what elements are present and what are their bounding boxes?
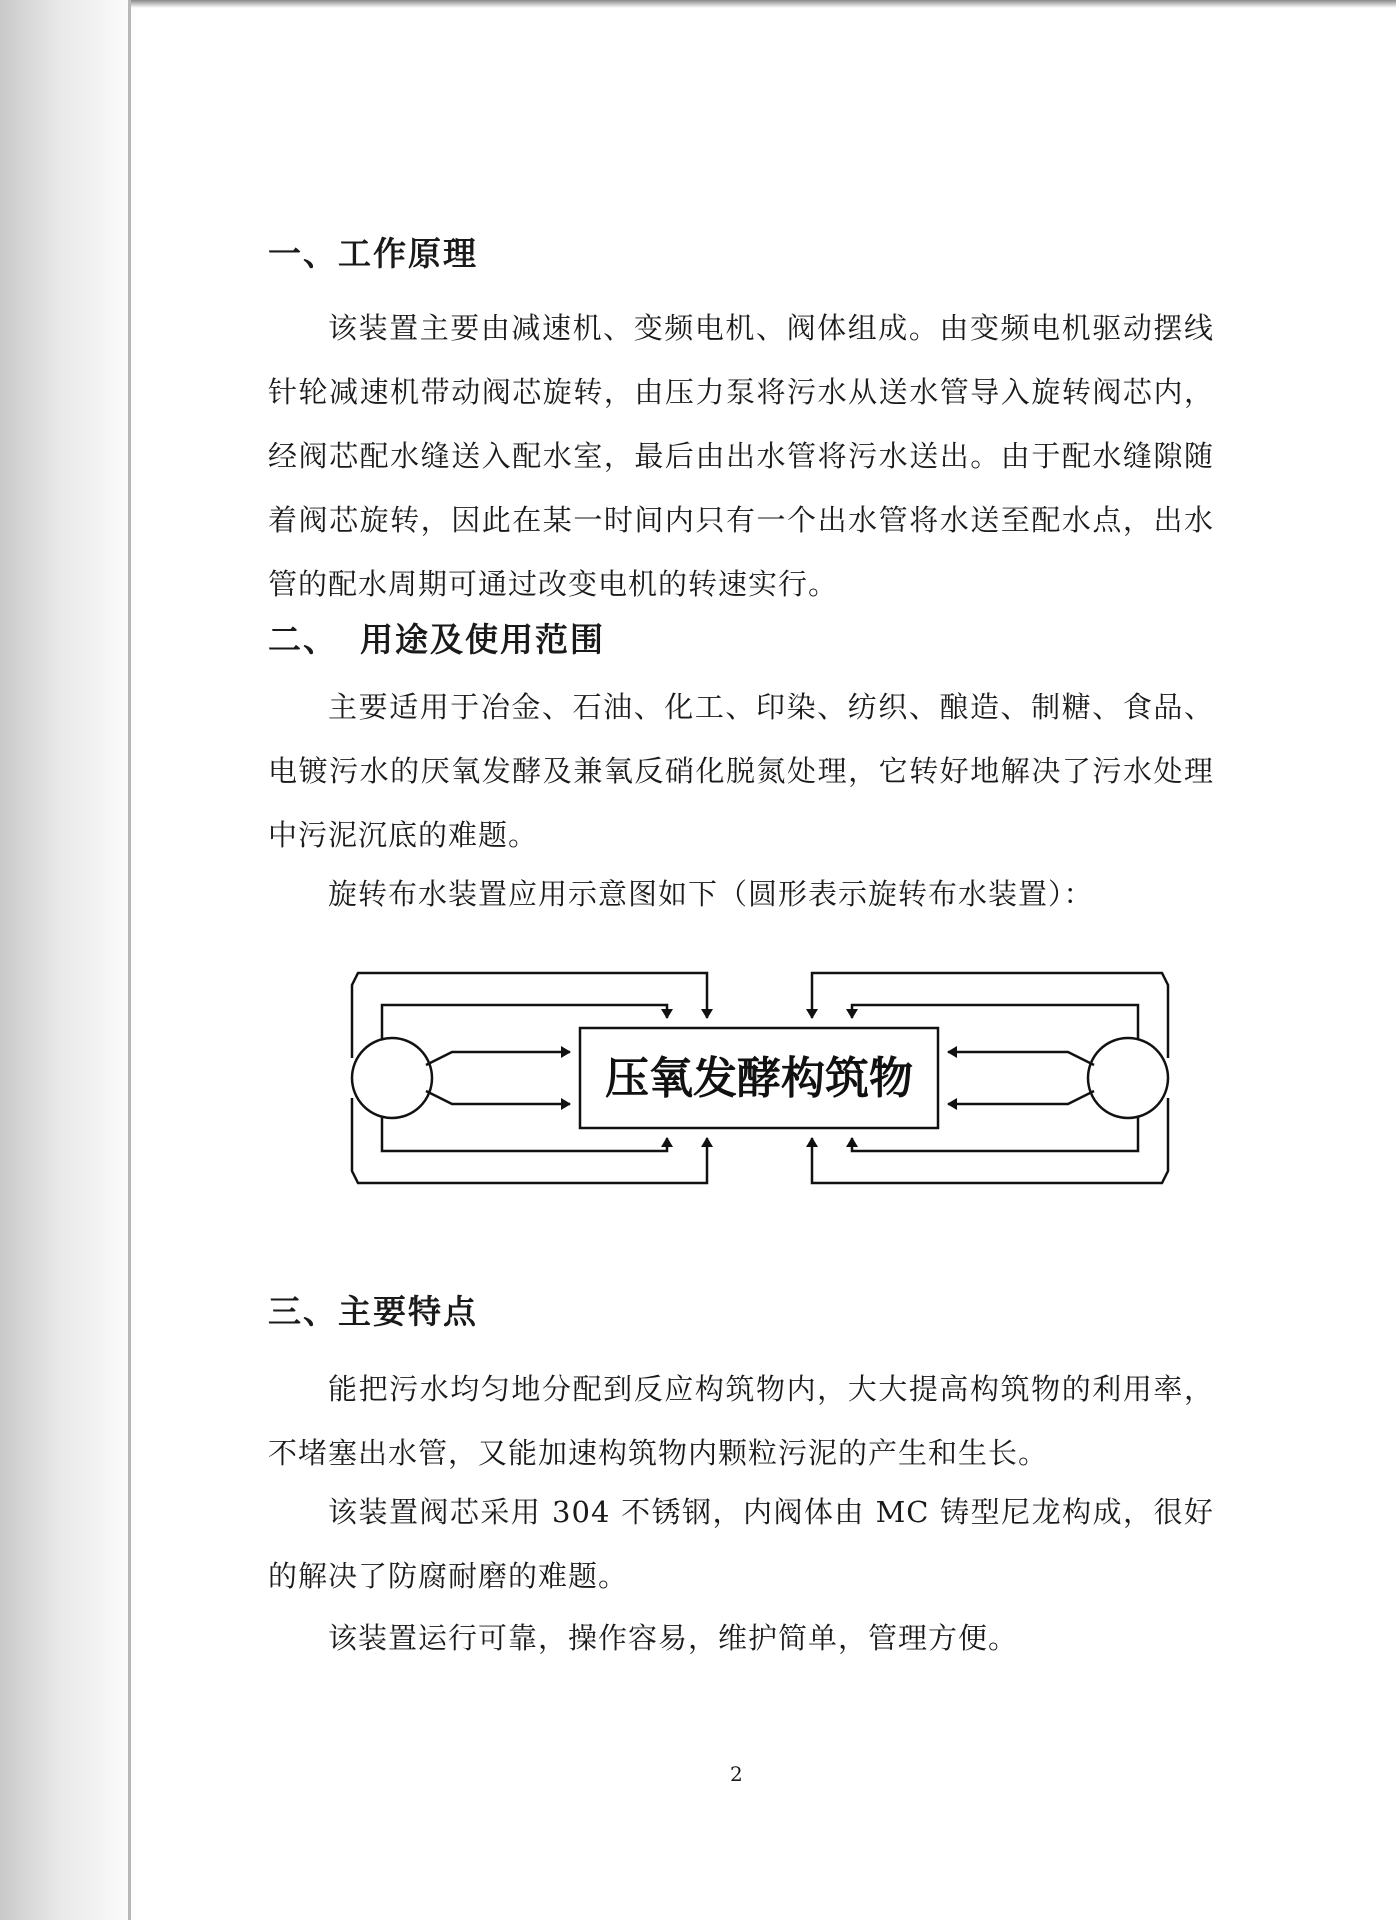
right-bottom-inner-pipe: [852, 1117, 1138, 1151]
section2-heading: [268, 614, 605, 661]
right-top-outer-pipe: [812, 973, 1168, 1058]
left-mid-lower-pipe: [426, 1091, 570, 1104]
section3-para2: 该装置阀芯采用 304 不锈钢，内阀体由 MC 铸型尼龙构成，很好的解决了防腐耐磨的难题。: [268, 1495, 1214, 1593]
left-distributor-circle: [352, 1038, 432, 1118]
reactor-label: 压氧发酵构筑物: [605, 1053, 913, 1104]
left-top-inner-pipe: [382, 1005, 667, 1039]
left-mid-upper-pipe: [426, 1052, 570, 1065]
section2-heading-text: 用途及使用范围: [360, 620, 605, 659]
right-distributor-circle: [1088, 1038, 1168, 1118]
left-bottom-outer-pipe: [352, 1098, 707, 1183]
section3-heading: 三、主要特点: [268, 1292, 478, 1331]
diagram-intro: 旋转布水装置应用示意图如下（圆形表示旋转布水装置）：: [328, 877, 1094, 911]
right-mid-upper-pipe: [948, 1052, 1094, 1065]
section1-heading: 一、工作原理: [268, 234, 478, 273]
section2-heading-number: 二、: [268, 620, 338, 659]
left-top-outer-pipe: [352, 973, 707, 1058]
section3-para1: 能把污水均匀地分配到反应构筑物内，大大提高构筑物的利用率，不堵塞出水管，又能加速构筑物内颗粒污泥的产生和生长。: [268, 1372, 1214, 1470]
section1-body: 该装置主要由减速机、变频电机、阀体组成。由变频电机驱动摆线针轮减速机带动阀芯旋转，由压力泵将污水从送水管导入旋转阀芯内，经阀芯配水缝送入配水室，最后由出水管将污水送出。由于配水缝隙随着阀芯旋转，因此在某一时间内只有一个出水管将水送至配水点，出水管的配水周期可通过改变电机的转速实行。: [268, 311, 1214, 601]
section3-para3: 该装置运行可靠，操作容易，维护简单，管理方便。: [328, 1621, 1019, 1655]
right-mid-lower-pipe: [948, 1091, 1094, 1104]
page-number: 2: [730, 1762, 743, 1786]
section2-body: 主要适用于冶金、石油、化工、印染、纺织、酿造、制糖、食品、电镀污水的厌氧发酵及兼氧反硝化脱氮处理，它转好地解决了污水处理中污泥沉底的难题。: [268, 690, 1214, 852]
left-bottom-inner-pipe: [382, 1117, 667, 1151]
right-top-inner-pipe: [852, 1005, 1138, 1039]
rotary-distributor-diagram: [340, 960, 1180, 1200]
right-bottom-outer-pipe: [812, 1098, 1168, 1183]
